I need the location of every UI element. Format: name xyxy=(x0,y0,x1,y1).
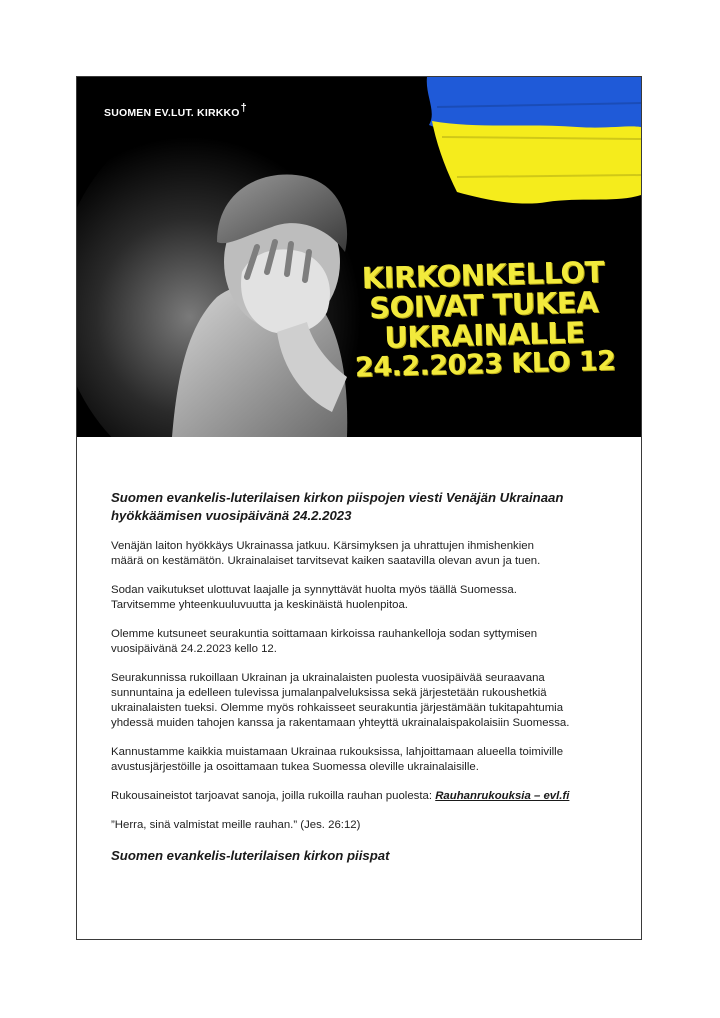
paragraph-line: avustusjärjestöille ja osoittamaan tukea Suomessa oleville ukrainalaisille. xyxy=(111,761,479,773)
prayers-link[interactable]: Rauhanrukouksia – evl.fi xyxy=(435,790,570,802)
paragraph-line: Rukousaineistot tarjoavat sanoja, joilla rukoilla rauhan puolesta: xyxy=(111,790,436,802)
church-logo-text: SUOMEN EV.LUT. KIRKKO xyxy=(104,107,240,119)
intro-line: hyökkäämisen vuosipäivänä 24.2.2023 xyxy=(111,508,352,523)
banner-image xyxy=(77,77,641,437)
ukraine-flag-brushstrokes xyxy=(427,77,641,204)
headline-line: UKRAINALLE xyxy=(383,315,585,355)
paragraph-line: määrä on kestämätön. Ukrainalaiset tarvitsevat kaiken saatavilla olevan avun ja tuen. xyxy=(111,555,541,567)
headline-line: KIRKONKELLOT xyxy=(361,254,605,296)
letter-intro xyxy=(111,489,611,525)
paragraph-line: Venäjän laiton hyökkäys Ukrainassa jatkuu. Kärsimyksen ja uhrattujen ihmishenkien xyxy=(111,540,534,552)
bible-quote: ”Herra, sinä valmistat meille rauhan.” (Jes. 26:12) xyxy=(111,819,361,831)
letter-body xyxy=(111,489,611,865)
banner-headline xyxy=(337,256,630,384)
paragraph-line: Kannustamme kaikkia muistamaan Ukrainaa rukouksissa, lahjoittamaan alueella toimiville xyxy=(111,746,564,758)
paragraph-line: Tarvitsemme yhteenkuuluvuutta ja keskinäistä huolenpitoa. xyxy=(111,599,408,611)
paragraph-line: vuosipäivänä 24.2.2023 kello 12. xyxy=(111,643,277,655)
document-page xyxy=(76,76,642,940)
headline-line: SOIVAT TUKEA xyxy=(368,285,599,325)
intro-line: Suomen evankelis-luterilaisen kirkon piispojen viesti Venäjän Ukrainaan xyxy=(111,490,564,505)
paragraph xyxy=(111,745,611,775)
paragraph xyxy=(111,627,611,657)
paragraph-line: Sodan vaikutukset ulottuvat laajalle ja synnyttävät huolta myös täällä Suomessa. xyxy=(111,584,517,596)
paragraph xyxy=(111,583,611,613)
paragraph xyxy=(111,539,611,569)
paragraph-line: sunnuntaina ja edelleen tulevissa jumalanpalveluksissa sekä järjestetään rukoushetkiä xyxy=(111,687,547,699)
paragraph-line: ukrainalaisten tueksi. Olemme myös rohkaisseet seurakuntia järjestämään tukitapahtumia xyxy=(111,702,564,714)
church-logo xyxy=(104,102,247,119)
headline-date: 24.2.2023 KLO 12 xyxy=(354,345,616,384)
paragraph-line: yhdessä muiden tahojen kanssa ja rakentamaan yhteyttä ukrainalaispakolaisiin Suomessa. xyxy=(111,717,570,729)
paragraph-line: Olemme kutsuneet seurakuntia soittamaan kirkoissa rauhankelloja sodan syttymisen xyxy=(111,628,538,640)
paragraph xyxy=(111,789,611,804)
paragraph-line: Seurakunnissa rukoillaan Ukrainan ja ukrainalaisten puolesta vuosipäivää seuraavana xyxy=(111,672,545,684)
paragraph xyxy=(111,671,611,731)
cross-icon: † xyxy=(240,102,247,114)
letter-signature: Suomen evankelis-luterilaisen kirkon piispat xyxy=(111,848,390,863)
